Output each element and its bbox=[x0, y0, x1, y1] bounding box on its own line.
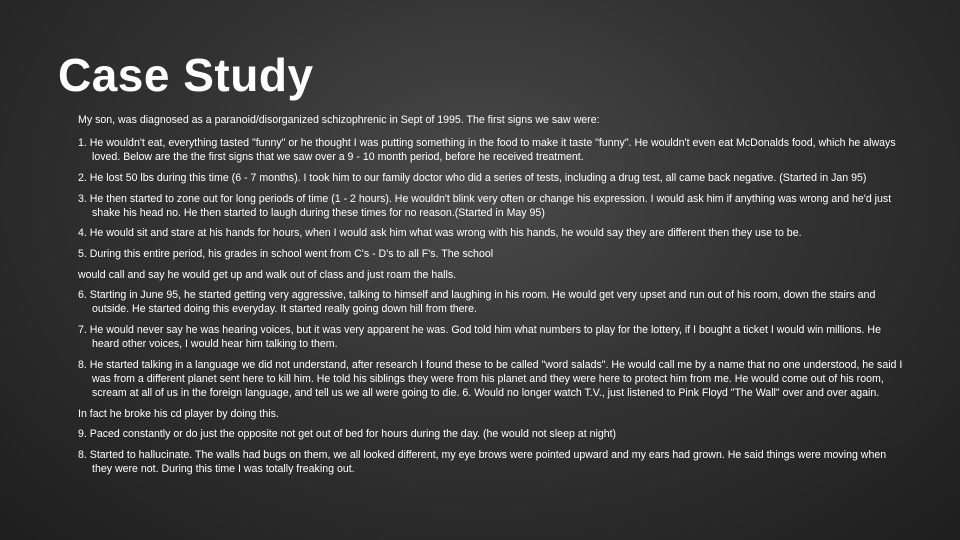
list-item-6: 6. Starting in June 95, he started getting very aggressive, talking to himself and laughing in his room. He would get very upset and run out of his room, down the stairs and outside. He started doing this everyday. It started really going down hill from there. bbox=[78, 289, 876, 316]
list-item-8: 8. He started talking in a language we did not understand, after research I found these to be called "word salads". He would call me by a name that no one understood, he said I was from a different planet sent here to kill him. He told his siblings they were from his planet and they were here to protect him from me. He would come out of his room, scream at all of us in the foreign language, and tell us we all were going to die. 6. Would no longer watch T.V., just listened to Pink Floyd "The Wall" over and over again. bbox=[78, 358, 903, 400]
slide-body bbox=[78, 113, 908, 483]
list-item-4: 4. He would sit and stare at his hands for hours, when I would ask him what was wrong with his hands, he would say they are different then they use to be. bbox=[78, 227, 802, 240]
list-item-3: 3. He then started to zone out for long periods of time (1 - 2 hours). He wouldn't blink very often or change his expression. I would ask him if anything was wrong and he'd just shake his head no. He then started to laugh during these times for no reason.(Started in May 95) bbox=[78, 192, 892, 219]
list-item-7: 7. He would never say he was hearing voices, but it was very apparent he was. God told him what numbers to play for the lottery, if I bought a ticket I would win millions. He heard other voices, I would hear him talking to them. bbox=[78, 323, 881, 351]
list-item-5-continued: would call and say he would get up and walk out of class and just roam the halls. bbox=[78, 268, 457, 281]
slide-title: Case Study bbox=[58, 49, 314, 101]
list-item-2: 2. He lost 50 lbs during this time (6 - 7 months). I took him to our family doctor who did a series of tests, including a drug test, all came back negative. (Started in Jan 95) bbox=[78, 172, 867, 184]
list-item-5: 5. During this entire period, his grades in school went from C's - D's to all F's. The school bbox=[78, 247, 494, 260]
list-item-8-continued: In fact he broke his cd player by doing this. bbox=[78, 407, 279, 420]
intro-paragraph: My son, was diagnosed as a paranoid/disorganized schizophrenic in Sept of 1995. The first signs we saw were: bbox=[78, 114, 600, 126]
list-item-9: 9. Paced constantly or do just the opposite not get out of bed for hours during the day. (he would not sleep at night) bbox=[78, 428, 617, 441]
list-item-1: 1. He wouldn't eat, everything tasted "funny" or he thought I was putting something in the food to make it taste "funny". He wouldn't even eat McDonalds food, which he always loved. Below are the the first signs that we saw over a 9 - 10 month period, before he received treatment. bbox=[78, 137, 896, 164]
list-item-8b: 8. Started to hallucinate. The walls had bugs on them, we all looked different, my eye brows were pointed upward and my ears had grown. He said things were moving when they were not. During this time I was totally freaking out. bbox=[78, 448, 887, 476]
